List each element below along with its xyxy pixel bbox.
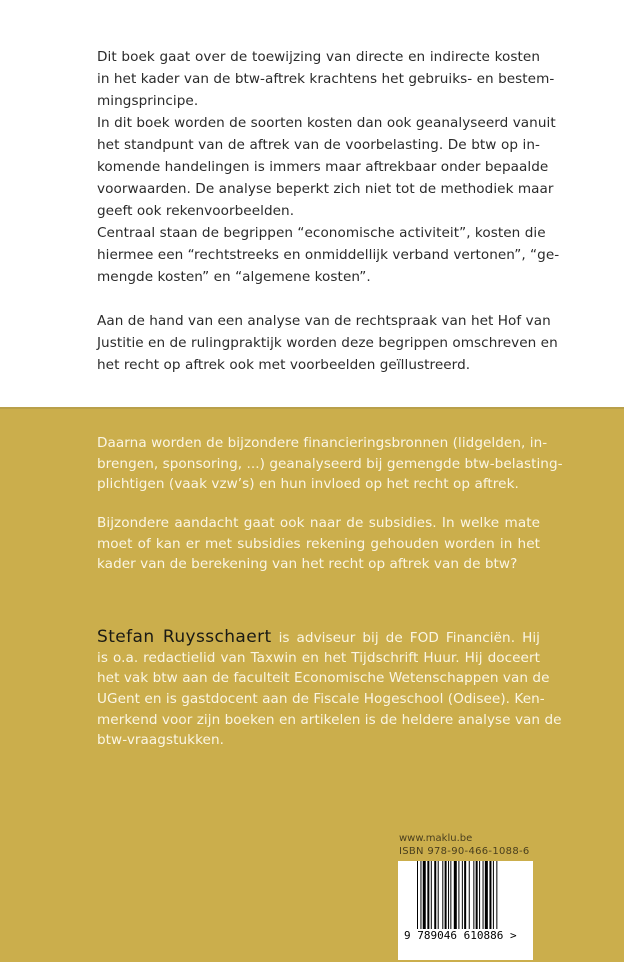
author-name: Stefan Ruysschaert (97, 627, 272, 647)
caselaw-paragraph (97, 310, 558, 376)
text-line: Aan de hand van een analyse van de rechtspraak van het Hof van (97, 313, 551, 329)
author-bio (97, 627, 562, 751)
text-line: Dit boek gaat over de toewijzing van directe en indirecte kosten (97, 49, 540, 65)
isbn-text: ISBN 978-90-466-1088-6 (399, 846, 530, 857)
publisher-url: www.maklu.be (399, 833, 473, 844)
text-line: is o.a. redactielid van Taxwin en het Tijdschrift Huur. Hij doceert (97, 649, 540, 666)
concepts-paragraph (97, 222, 560, 288)
text-line: komende handelingen is immers maar aftrekbaar onder bepaalde (97, 159, 549, 175)
intro-paragraph (97, 46, 555, 112)
text-line: voorwaarden. De analyse beperkt zich niet tot de methodiek maar (97, 181, 554, 197)
text-line: moet of kan er met subsidies rekening gehouden worden in het (97, 535, 540, 552)
text-line: brengen, sponsoring, ...) geanalyseerd bij gemengde btw-belasting- (97, 455, 563, 472)
barcode-number: 9 789046 610886 > (404, 929, 517, 942)
text-line: het recht op aftrek ook met voorbeelden geïllustreerd. (97, 357, 471, 373)
barcode (398, 861, 533, 960)
subsidies-paragraph (97, 513, 540, 575)
text-line: plichtigen (vaak vzw’s) en hun invloed op het recht op aftrek. (97, 476, 519, 493)
text-line: het vak btw aan de faculteit Economische Wetenschappen van de (97, 670, 550, 687)
text-line: kader van de berekening van het recht op aftrek van de btw? (97, 556, 518, 573)
text-line (97, 627, 540, 648)
text-line: in het kader van de btw-aftrek krachtens het gebruiks- en bestem- (97, 71, 555, 87)
text-line: Daarna worden de bijzondere financieringsbronnen (lidgelden, in- (97, 435, 548, 451)
text-line: het standpunt van de aftrek van de voorbelasting. De btw op in- (97, 137, 540, 153)
text-line: hiermee een “rechtstreeks en onmiddellijk verband vertonen”, “ge- (97, 247, 560, 263)
text-fragment: is adviseur bij de FOD Financiën. Hij (271, 630, 541, 646)
text-line: merkend voor zijn boeken en artikelen is de heldere analyse van de (97, 711, 562, 728)
text-line: In dit boek worden de soorten kosten dan ook geanalyseerd vanuit (97, 115, 556, 131)
text-line: mingsprincipe. (97, 93, 199, 109)
text-line: Centraal staan de begrippen “economische activiteit”, kosten die (97, 225, 546, 241)
financing-paragraph (97, 433, 563, 495)
text-line: btw-vraagstukken. (97, 732, 224, 749)
text-line: mengde kosten” en “algemene kosten”. (97, 269, 371, 285)
cover-top-section (0, 0, 624, 407)
text-line: Justitie en de rulingpraktijk worden deze begrippen omschreven en (97, 335, 558, 351)
text-line: Bijzondere aandacht gaat ook naar de subsidies. In welke mate (97, 515, 540, 531)
analysis-paragraph (97, 112, 556, 222)
text-line: UGent en is gastdocent aan de Fiscale Hogeschool (Odisee). Ken- (97, 691, 545, 708)
text-line: geeft ook rekenvoorbeelden. (97, 203, 295, 219)
